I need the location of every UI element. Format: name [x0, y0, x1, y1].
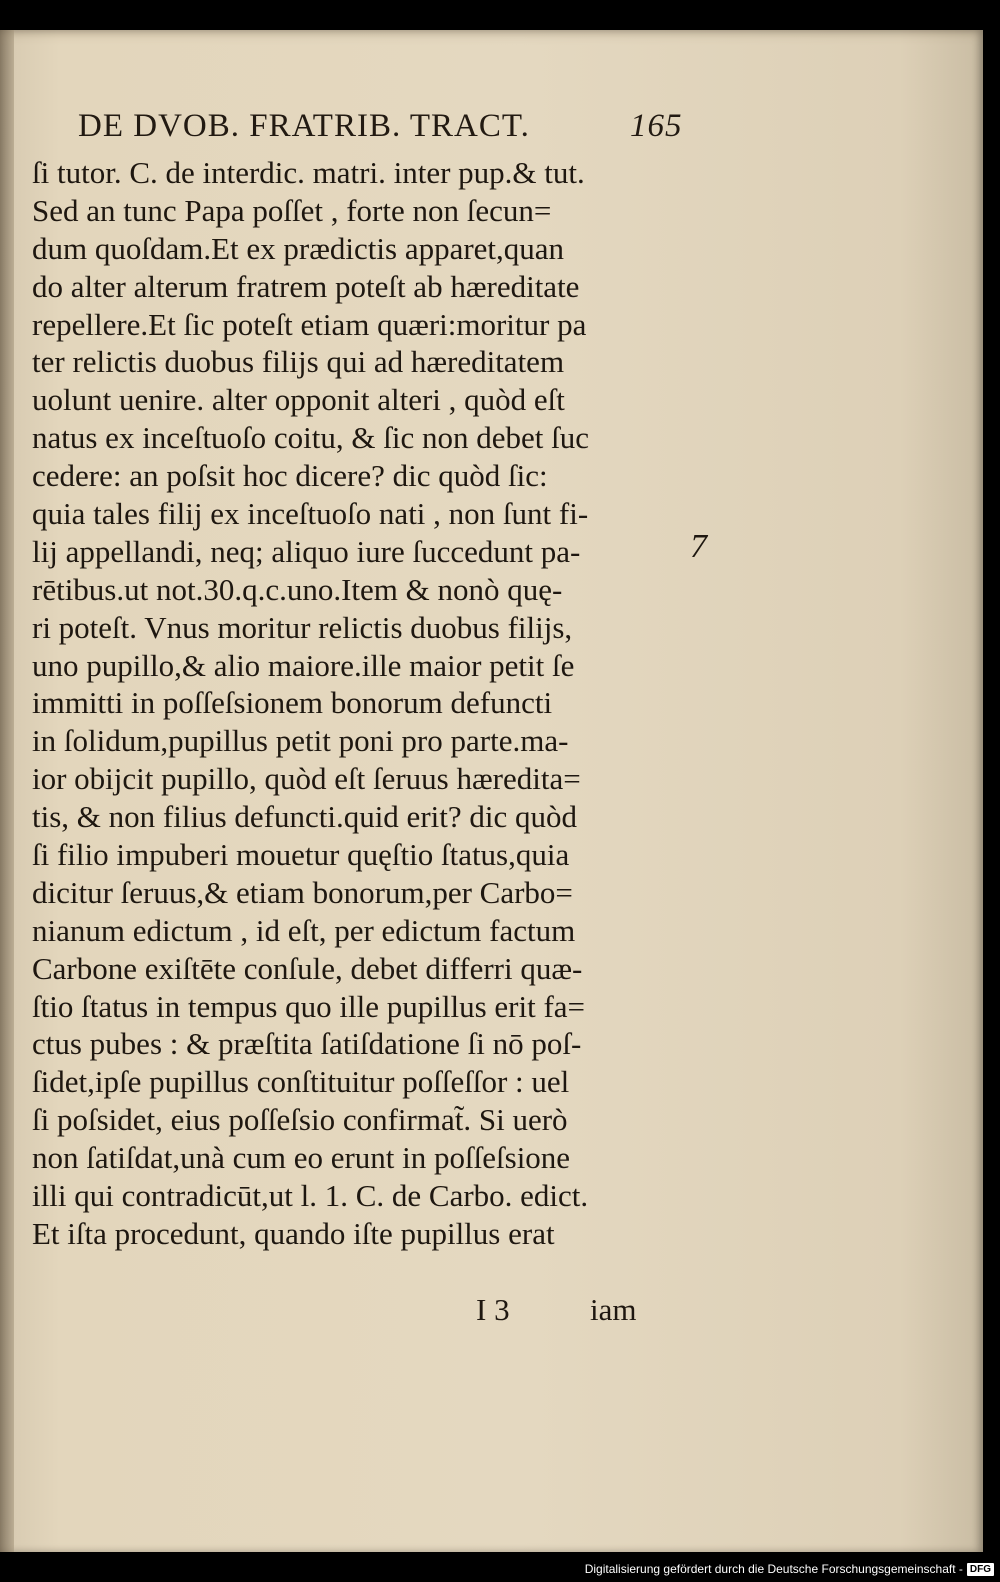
text-line: dum quoſdam.Et ex prædictis apparet,quan — [32, 230, 565, 266]
text-line: ſidet,ipſe pupillus conſtituitur poſſeſſor : uel — [32, 1064, 570, 1100]
text-line: illi qui contradicūt,ut l. 1. C. de Carbo. edict. — [32, 1178, 589, 1214]
text-line: ſi filio impuberi mouetur quęſtio ſtatus,quia — [32, 837, 570, 873]
signature-mark: I 3 — [476, 1292, 510, 1327]
text-line: ter relictis duobus filijs qui ad hæreditatem — [32, 344, 565, 380]
text-line: ior obijcit pupillo, quòd eſt ſeruus hæredita= — [32, 761, 581, 797]
text-line: non ſatiſdat,unà cum eo erunt in poſſeſsione — [32, 1140, 571, 1176]
digitization-credit — [585, 1560, 994, 1578]
text-line: natus ex inceſtuoſo coitu, & ſic non debet ſuc — [32, 420, 590, 456]
text-line: rētibus.ut not.30.q.c.uno.Item & nonò quę- — [32, 571, 563, 607]
margin-note: 7 — [690, 528, 707, 565]
credit-text: Digitalisierung gefördert durch die Deutsche Forschungsgemeinschaft - — [584, 1562, 963, 1576]
text-line: tis, & non filius defuncti.quid erit? dic quòd — [32, 799, 577, 835]
text-line: uno pupillo,& alio maiore.ille maior petit ſe — [32, 647, 575, 683]
text-line: repellere.Et ſic poteſt etiam quæri:moritur pa — [32, 306, 587, 342]
text-line: cedere: an poſsit hoc dicere? dic quòd ſic: — [32, 458, 548, 494]
text-line: ſtio ſtatus in tempus quo ille pupillus erit fa= — [32, 988, 586, 1024]
running-head — [78, 108, 698, 152]
text-line: quia tales filij ex inceſtuoſo nati , non ſunt fi- — [32, 496, 589, 532]
text-block — [32, 154, 680, 1253]
text-line: ſi poſsidet, eius poſſeſsio confirmat̃. Si uerò — [32, 1102, 568, 1138]
text-line: ctus pubes : & præſtita ſatiſdatione ſi nō poſ- — [32, 1026, 582, 1062]
text-line: uolunt uenire. alter opponit alteri , quòd eſt — [32, 382, 565, 418]
text-line: Carbone exiſtēte conſule, debet differri quæ- — [32, 950, 583, 986]
dfg-logo: DFG — [967, 1563, 994, 1576]
folio-number: 165 — [630, 108, 683, 144]
text-line: Et iſta procedunt, quando iſte pupillus erat — [32, 1215, 555, 1251]
text-line: do alter alterum fratrem poteſt ab hæreditate — [32, 268, 580, 304]
text-line: dicitur ſeruus,& etiam bonorum,per Carbo= — [32, 874, 573, 910]
page-gutter-shadow — [0, 30, 14, 1552]
text-line: ſi tutor. C. de interdic. matri. inter pup.& tut. — [32, 155, 585, 190]
text-line: in ſolidum,pupillus petit poni pro parte.ma- — [32, 723, 569, 759]
text-line: immitti in poſſeſsionem bonorum defuncti — [32, 685, 553, 721]
text-line: ri poteſt. Vnus moritur relictis duobus filijs, — [32, 609, 573, 645]
text-line: nianum edictum , id eſt, per edictum factum — [32, 912, 576, 948]
text-line: lij appellandi, neq; aliquo iure ſuccedunt pa- — [32, 533, 581, 569]
text-line: Sed an tunc Papa poſſet , forte non ſecun= — [32, 192, 552, 228]
book-page — [0, 30, 983, 1552]
running-head-title: DE DVOB. FRATRIB. TRACT. — [78, 108, 530, 144]
catchword: iam — [590, 1292, 637, 1327]
